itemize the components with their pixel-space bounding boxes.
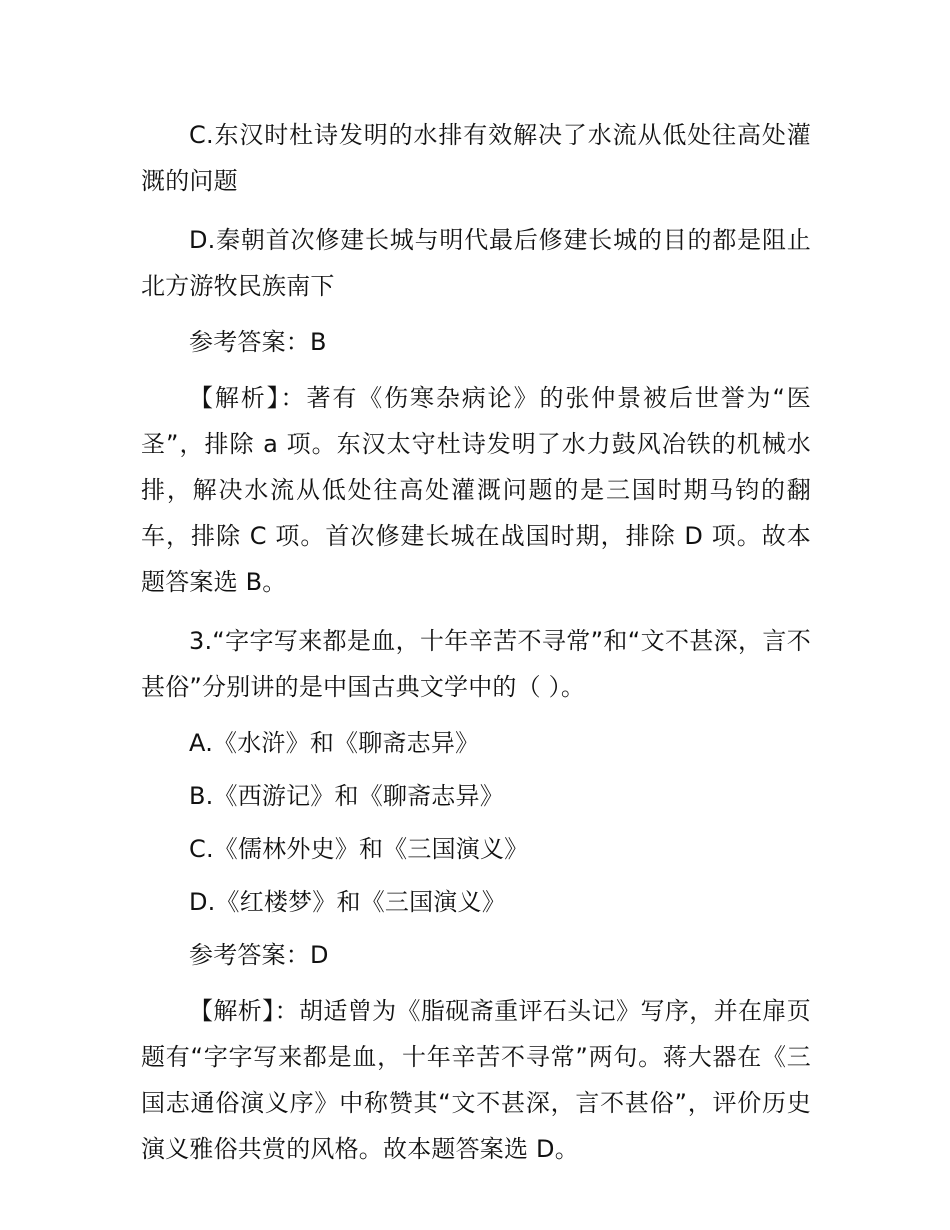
- q3-option-d: D.《红楼梦》和《三国演义》: [189, 888, 506, 916]
- q3-option-b: B.《西游记》和《聊斋志异》: [189, 782, 504, 810]
- q2-answer: 参考答案：B: [189, 328, 327, 356]
- q3-option-a: A.《水浒》和《聊斋志异》: [189, 729, 480, 757]
- q2-option-d: D.秦朝首次修建长城与明代最后修建长城的目的都是阻止北方游牧民族南下: [141, 226, 811, 300]
- q2-analysis: 【解析】：著有《伤寒杂病论》的张仲景被后世誉为“医圣”，排除 a 项。东汉太守杜诗发明了水力鼓风冶铁的机械水排，解决水流从低处往高处灌溉问题的是三国时期马钧的翻车，排除 C 项。首次修建长城在战国时期，排除 D 项。故本题答案选 B。: [141, 384, 811, 596]
- document-page: [141, 112, 811, 1185]
- q3-analysis: 【解析】：胡适曾为《脂砚斋重评石头记》写序，并在扉页题有“字字写来都是血，十年辛苦不寻常”两句。蒋大器在《三国志通俗演义序》中称赞其“文不甚深，言不甚俗”，评价历史演义雅俗共赏的风格。故本题答案选 D。: [141, 997, 811, 1163]
- q3-answer: 参考答案：D: [189, 941, 329, 969]
- q3-option-c: C.《儒林外史》和《三国演义》: [189, 835, 529, 863]
- q2-option-c: C.东汉时杜诗发明的水排有效解决了水流从低处往高处灌溉的问题: [141, 121, 811, 195]
- q3-question: 3.“字字写来都是血，十年辛苦不寻常”和“文不甚深，言不甚俗”分别讲的是中国古典文学中的（ ）。: [141, 627, 811, 701]
